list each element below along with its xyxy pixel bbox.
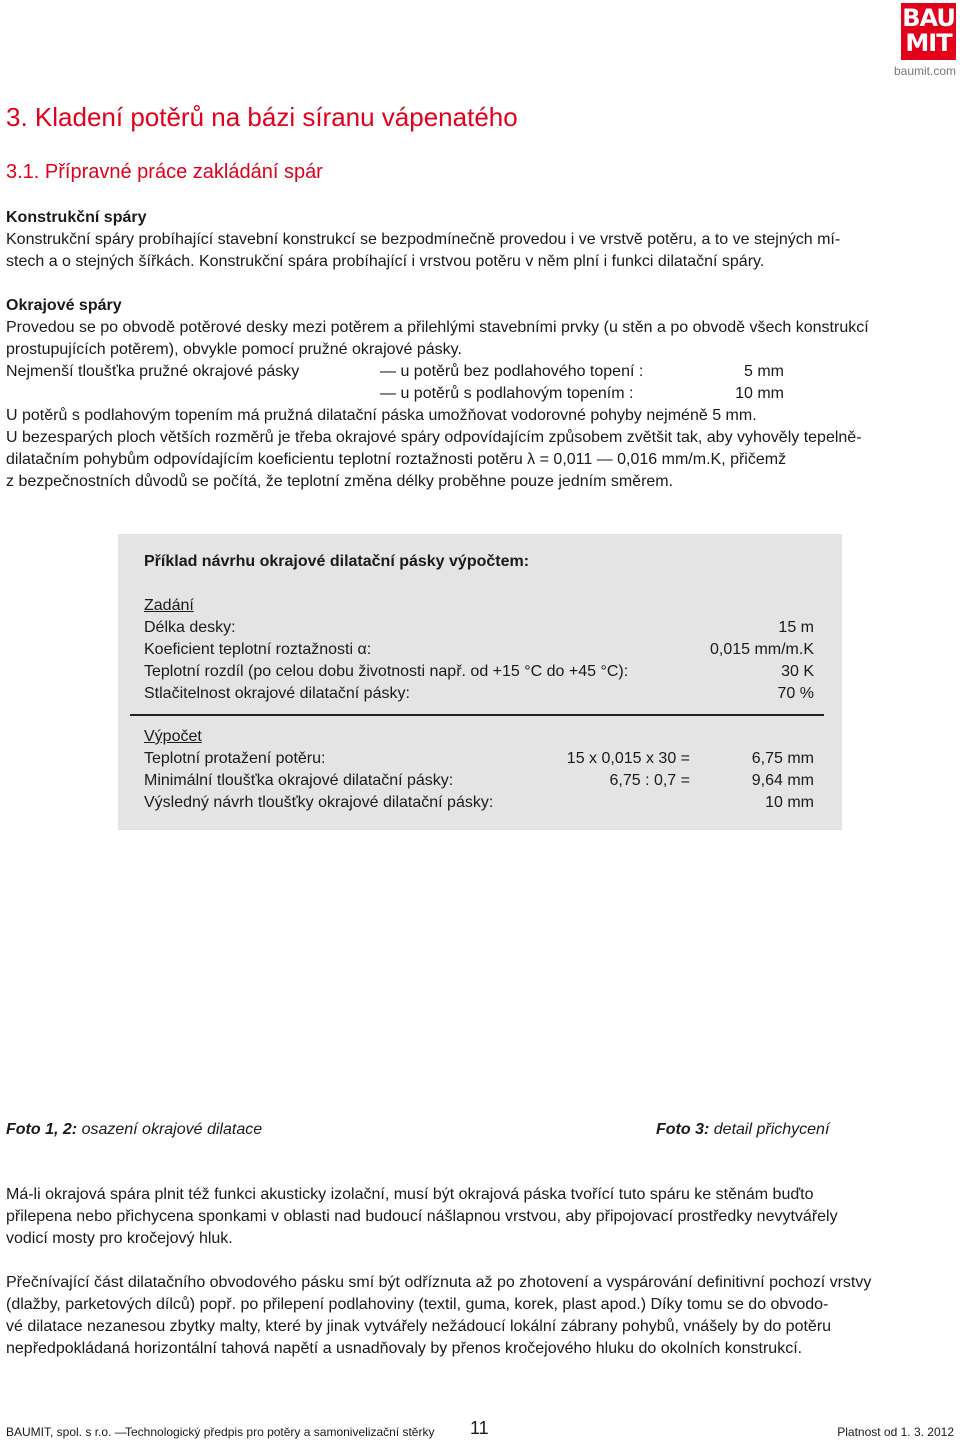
min-row-label: — u potěrů s podlahovým topením : (380, 385, 634, 402)
paragraph-line: U potěrů s podlahovým topením má pružná dilatační páska umožňovat vodorovné pohyby nejméně 5 mm. (6, 407, 757, 424)
paragraph-line: dilatačním pohybům odpovídajícím koeficientu teplotní roztažnosti potěru λ = 0,011 — 0,016 mm/m.K, přičemž (6, 451, 787, 468)
caption-text: osazení okrajové dilatace (81, 1121, 263, 1138)
caption-foto-1-2 (6, 1119, 262, 1141)
paragraph-line: vodicí mosty pro kročejový hluk. (6, 1230, 233, 1247)
input-label: Stlačitelnost okrajové dilatační pásky: (144, 685, 410, 702)
calc-heading: Výpočet (144, 728, 202, 745)
paragraph-line: Má-li okrajová spára plnit též funkci akusticky izolační, musí být okrajová páska tvořící tuto spáru ke stěnám buďto (6, 1186, 814, 1203)
page-title: 3. Kladení potěrů na bázi síranu vápenatého (6, 102, 518, 132)
calc-formula: 6,75 : 0,7 = (609, 772, 690, 789)
paragraph-line: přilepena nebo přichycena sponkami v oblasti nad budoucí nášlapnou vrstvou, aby připojovací prostředky nevytvářely (6, 1208, 838, 1225)
example-title: Příklad návrhu okrajové dilatační pásky výpočtem: (144, 553, 530, 570)
calc-label: Výsledný návrh tloušťky okrajové dilatační pásky: (144, 794, 494, 811)
calc-label: Teplotní protažení potěru: (144, 750, 326, 767)
min-row-value: 5 mm (744, 363, 784, 380)
caption-text: detail přichycení (713, 1121, 830, 1138)
paragraph-line: prostupujících potěrem), obvykle pomocí pružné okrajové pásky. (6, 341, 462, 358)
footer-document: Technologický předpis pro potěry a samonivelizační stěrky (125, 1425, 435, 1439)
calculation-example-box (118, 534, 842, 830)
paragraph-line: Přečnívající část dilatačního obvodového pásku smí být odříznuta až po zhotovení a vyspárování definitivní pochozí vrstvy (6, 1274, 872, 1291)
min-row-label: — u potěrů bez podlahového topení : (380, 363, 644, 380)
heading-konstrukcni-spary: Konstrukční spáry (6, 209, 147, 226)
baumit-logo (901, 3, 956, 60)
calc-value: 10 mm (765, 794, 814, 811)
calc-formula: 15 x 0,015 x 30 = (566, 750, 690, 767)
page-number: 11 (470, 1418, 489, 1438)
calc-label: Minimální tloušťka okrajové dilatační pásky: (144, 772, 454, 789)
caption-foto-3 (656, 1119, 829, 1141)
website-url: baumit.com (893, 64, 956, 78)
input-label: Délka desky: (144, 619, 236, 636)
paragraph-line: vé dilatace nezanesou zbytky malty, které by jinak vytvářely nežádoucí lokální zábrany pohybů, vnášely by do potěru (6, 1318, 832, 1335)
paragraph-line: U bezesparých ploch větších rozměrů je třeba okrajové spáry odpovídajícím způsobem zvětšit tak, aby vyhověly tepelně- (6, 429, 862, 446)
input-value: 30 K (781, 663, 814, 680)
paragraph-line: stech a o stejných šířkách. Konstrukční spára probíhající i vrstvou potěru v něm plní i funkci dilatační spáry. (6, 253, 765, 270)
paragraph-line: z bezpečnostních důvodů se počítá, že teplotní změna délky proběhne pouze jedním směrem. (6, 473, 674, 490)
min-thickness-label: Nejmenší tloušťka pružné okrajové pásky (6, 363, 300, 380)
input-heading: Zadání (144, 597, 194, 614)
calc-value: 9,64 mm (751, 772, 814, 789)
logo-text: BAU MIT (902, 4, 955, 57)
heading-okrajove-spary: Okrajové spáry (6, 297, 122, 314)
input-value: 0,015 mm/m.K (709, 641, 814, 658)
calc-value: 6,75 mm (751, 750, 814, 767)
input-value: 15 m (778, 619, 814, 636)
input-label: Teplotní rozdíl (po celou dobu životnosti např. od +15 °C do +45 °C): (144, 663, 629, 680)
footer-validity: Platnost od 1. 3. 2012 (837, 1425, 954, 1439)
paragraph-line: nepředpokládaná horizontální tahová napětí a usnadňovaly by přenos kročejového hluku do okolních konstrukcí. (6, 1340, 803, 1357)
input-label: Koeficient teplotní roztažnosti α: (144, 641, 372, 658)
caption-label: Foto 3: (656, 1121, 710, 1138)
min-row-value: 10 mm (735, 385, 784, 402)
paragraph-line: (dlažby, parketových dílců) popř. po přilepení podlahoviny (textil, guma, korek, plast apod.) Díky tomu se do obvodo- (6, 1296, 829, 1313)
footer-company: BAUMIT, spol. s r.o. — (6, 1425, 127, 1439)
section-title: 3.1. Přípravné práce zakládání spár (6, 161, 323, 183)
paragraph-line: Provedou se po obvodě potěrové desky mezi potěrem a přilehlými stavebními prvky (u stěn a po obvodě všech konstrukcí (6, 319, 869, 336)
divider (130, 714, 824, 716)
paragraph-line: Konstrukční spáry probíhající stavební konstrukcí se bezpodmínečně provedou i ve vrstvě potěru, a to ve stejných mí- (6, 231, 841, 248)
caption-label: Foto 1, 2: (6, 1121, 78, 1138)
input-value: 70 % (777, 685, 814, 702)
